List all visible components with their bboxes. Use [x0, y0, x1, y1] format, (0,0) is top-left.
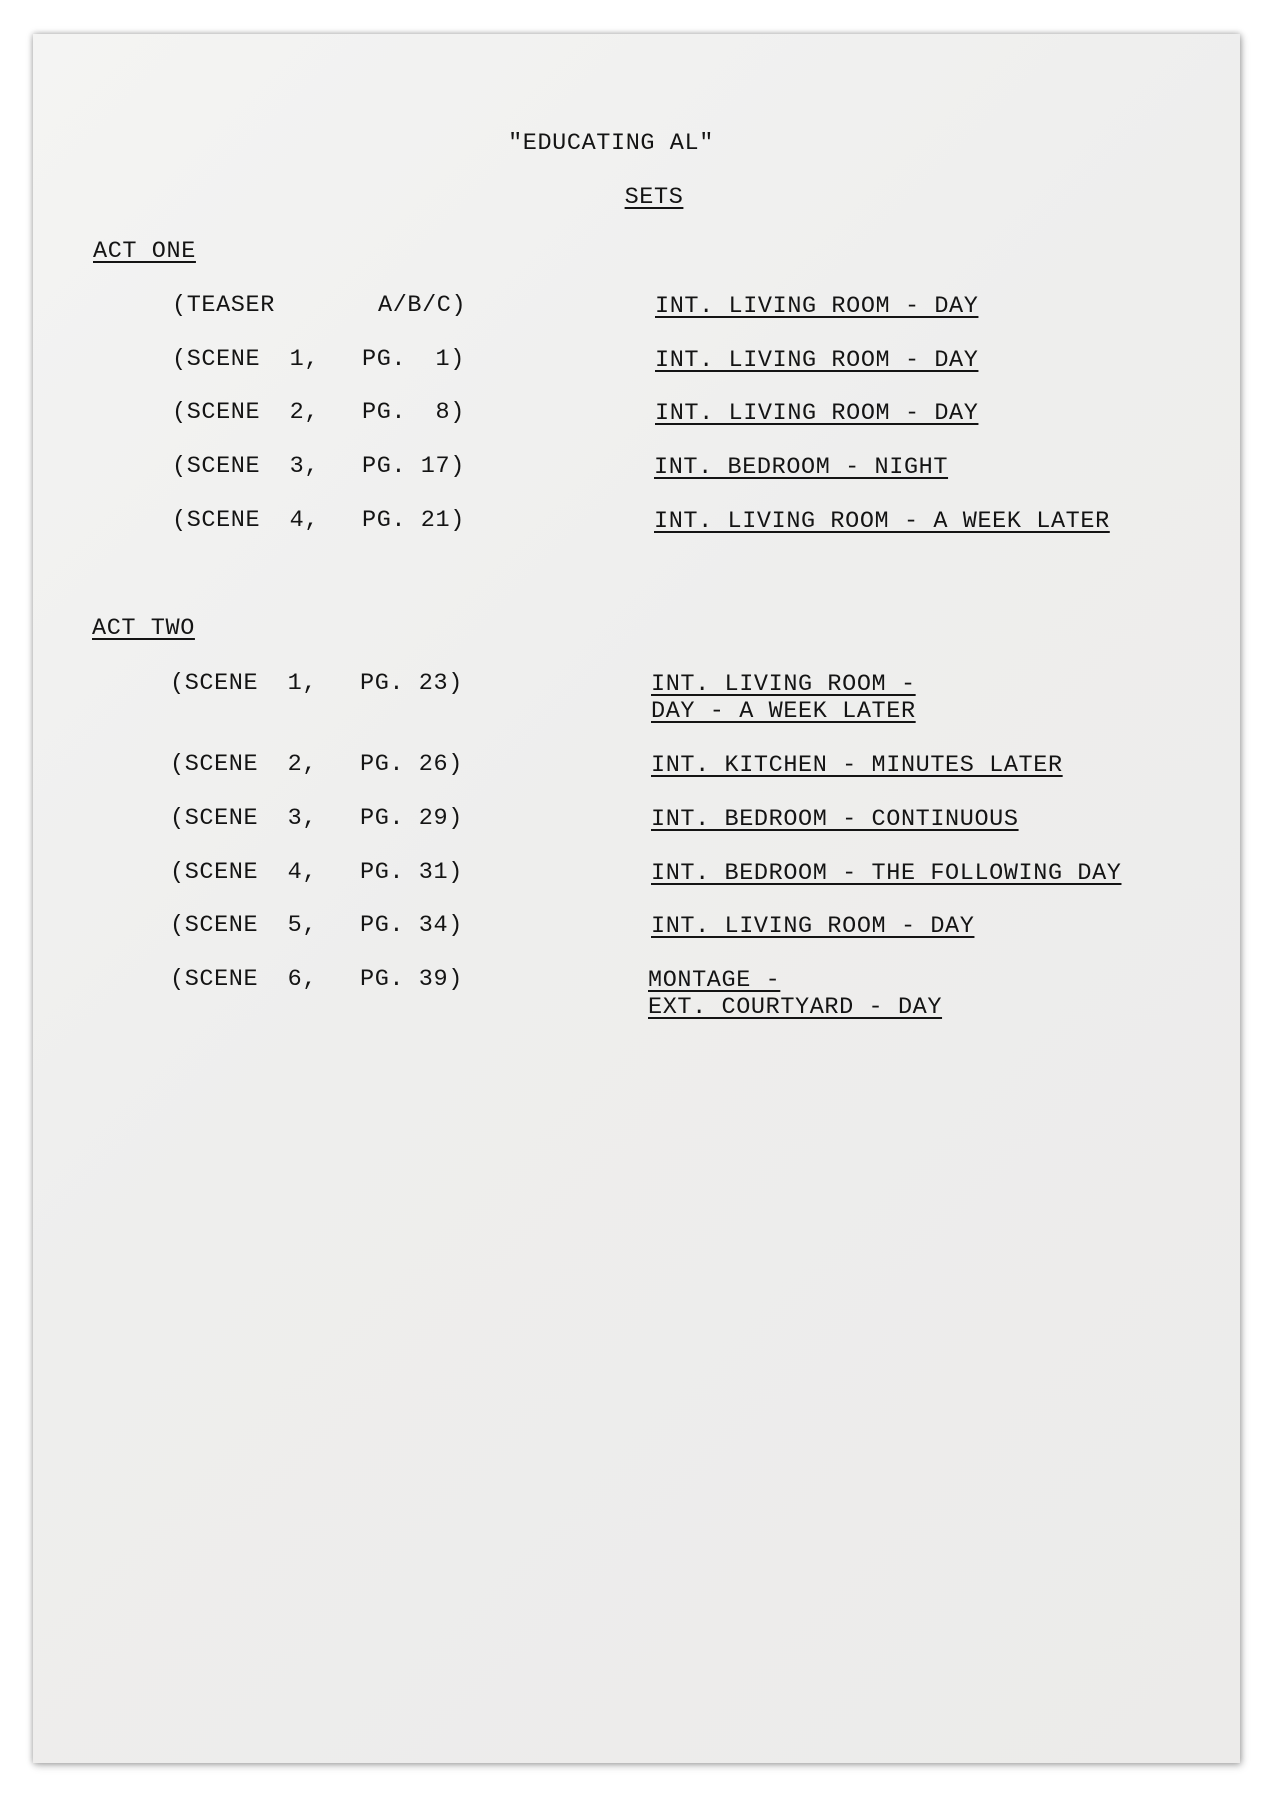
set-name: INT. LIVING ROOM - A WEEK LATER: [654, 508, 1110, 535]
set-name: INT. LIVING ROOM - DAY: [655, 347, 979, 374]
set-name: INT. LIVING ROOM -: [651, 671, 916, 698]
scene-number: (TEASER: [172, 292, 275, 319]
scene-number: (SCENE 3,: [172, 453, 320, 480]
set-name: INT. KITCHEN - MINUTES LATER: [651, 752, 1063, 779]
page-reference: PG. 1): [362, 346, 465, 373]
set-name: INT. LIVING ROOM - DAY: [651, 913, 975, 940]
set-name: INT. LIVING ROOM - DAY: [655, 293, 979, 320]
set-name: MONTAGE -: [648, 967, 781, 994]
page-reference: PG. 26): [360, 751, 463, 778]
set-name: DAY - A WEEK LATER: [651, 698, 916, 725]
scene-number: (SCENE 1,: [170, 670, 318, 697]
act-heading: ACT ONE: [93, 238, 196, 265]
scene-number: (SCENE 6,: [170, 966, 318, 993]
scene-number: (SCENE 3,: [170, 805, 318, 832]
set-name: INT. BEDROOM - NIGHT: [654, 454, 949, 481]
scene-number: (SCENE 4,: [170, 859, 318, 886]
scene-number: (SCENE 2,: [170, 751, 318, 778]
set-name: INT. BEDROOM - CONTINUOUS: [651, 806, 1019, 833]
page-reference: PG. 34): [360, 912, 463, 939]
set-name: EXT. COURTYARD - DAY: [648, 994, 943, 1021]
scene-number: (SCENE 2,: [172, 399, 320, 426]
set-name: INT. BEDROOM - THE FOLLOWING DAY: [651, 860, 1122, 887]
page-reference: A/B/C): [378, 292, 467, 319]
page-reference: PG. 23): [360, 670, 463, 697]
page-reference: PG. 8): [362, 399, 465, 426]
scene-number: (SCENE 5,: [170, 912, 318, 939]
act-heading: ACT TWO: [92, 615, 195, 642]
page-reference: PG. 39): [360, 966, 463, 993]
scene-number: (SCENE 1,: [172, 346, 320, 373]
scene-number: (SCENE 4,: [172, 507, 320, 534]
page-reference: PG. 29): [360, 805, 463, 832]
set-name: INT. LIVING ROOM - DAY: [655, 400, 979, 427]
page-reference: PG. 31): [360, 859, 463, 886]
page-reference: PG. 21): [362, 507, 465, 534]
sets-heading: SETS: [624, 184, 684, 211]
page-reference: PG. 17): [362, 453, 465, 480]
script-title: "EDUCATING AL": [508, 130, 714, 157]
